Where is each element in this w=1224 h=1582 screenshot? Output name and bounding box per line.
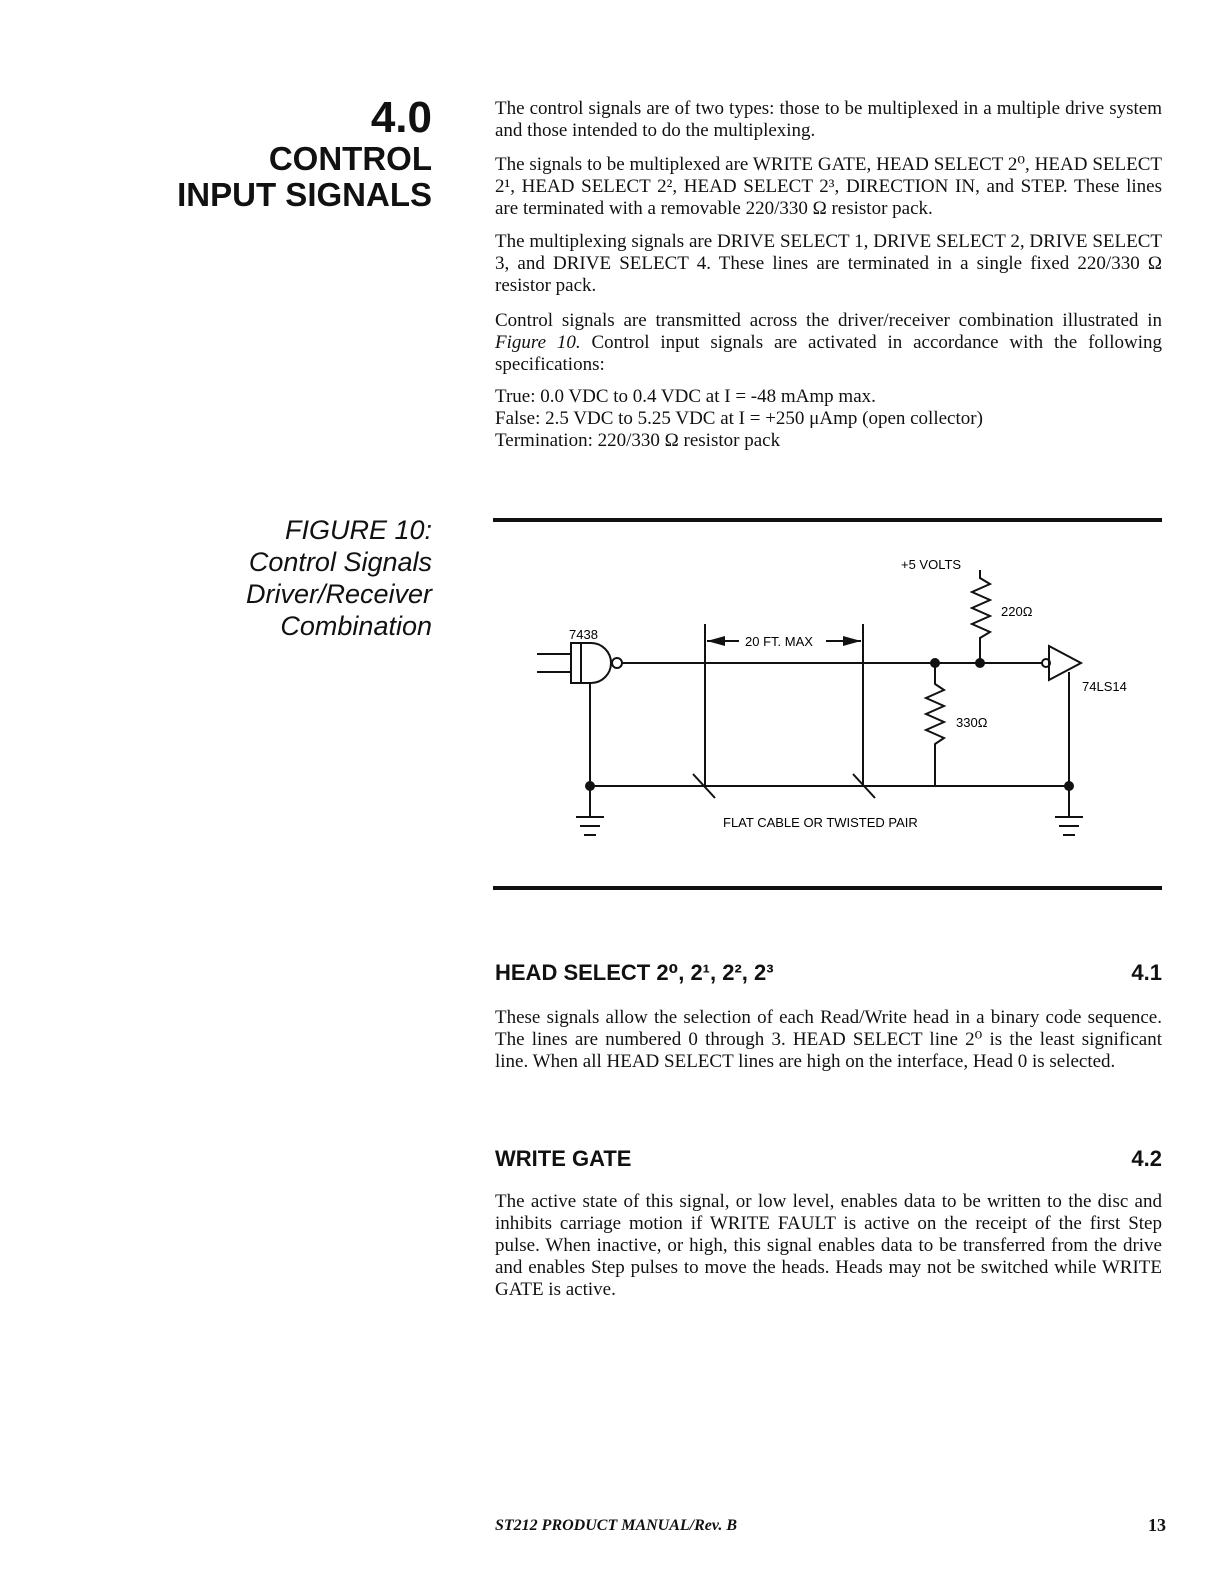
circuit-diagram	[493, 524, 1162, 880]
r330-label: 330Ω	[956, 715, 988, 730]
figure-caption-line3: Driver/Receiver	[245, 579, 432, 609]
intro-paragraph-4-b: Control input signals are activated in accordance with the following specifications:	[495, 332, 1162, 375]
cable-label: FLAT CABLE OR TWISTED PAIR	[723, 815, 918, 830]
junction-dot-3	[585, 781, 595, 791]
nand-gate	[571, 643, 611, 683]
nand-output-bubble	[612, 658, 622, 668]
resistor-330	[926, 663, 944, 786]
spec-false: False: 2.5 VDC to 5.25 VDC at I = +250 μAmp (open collector)	[495, 408, 983, 429]
intro-paragraph-3: The multiplexing signals are DRIVE SELECT 1, DRIVE SELECT 2, DRIVE SELECT 3, and DRIVE SELECT 4. These lines are terminated in a single fixed 220/330 Ω resistor pack.	[495, 231, 1162, 296]
page-number: 13	[1148, 1515, 1166, 1535]
figure-top-rule	[493, 518, 1162, 522]
spec-true: True: 0.0 VDC to 0.4 VDC at I = -48 mAmp max.	[495, 386, 876, 407]
dimension-arrow-left	[707, 636, 725, 646]
subsection-4-2-body: The active state of this signal, or low level, enables data to be written to the disc and inhibits carriage motion if WRITE FAULT is active on the receipt of the first Step pulse. When inactive, or high, this signal enables data to be transferred from the drive and enables Step pulses to move the heads. Heads may not be switched while WRITE GATE is active.	[495, 1191, 1162, 1300]
r220-label: 220Ω	[1001, 604, 1033, 619]
subsection-4-2-title: WRITE GATE	[495, 1146, 632, 1171]
section-title-line2: INPUT SIGNALS	[177, 176, 432, 213]
driver-label: 7438	[569, 627, 598, 642]
subsection-4-2-number: 4.2	[1131, 1146, 1162, 1171]
figure-caption	[246, 514, 432, 642]
receiver-label: 74LS14	[1082, 679, 1127, 694]
footer-title: ST212 PRODUCT MANUAL/Rev. B	[495, 1517, 738, 1534]
intro-paragraph-4	[495, 310, 1162, 376]
junction-dot-4	[1064, 781, 1074, 791]
figure-caption-line2: Control Signals	[248, 547, 432, 577]
subsection-4-1-title: HEAD SELECT 2⁰, 2¹, 2², 2³	[495, 960, 774, 985]
section-number: 4.0	[370, 93, 432, 142]
intro-paragraph-1: The control signals are of two types: those to be multiplexed in a multiple drive system and those intended to do the multiplexing.	[495, 98, 1162, 141]
resistor-220	[972, 570, 990, 663]
junction-dot-1	[930, 658, 940, 668]
subsection-4-1-body: These signals allow the selection of each Read/Write head in a binary code sequence. The lines are numbered 0 through 3. HEAD SELECT line 2⁰ is the least significant line. When all HEAD SELECT lines are high on the interface, Head 0 is selected.	[495, 1007, 1162, 1072]
intro-paragraph-4-a: Control signals are transmitted across the driver/receiver combination illustrated in	[495, 310, 1162, 331]
figure-reference: Figure 10.	[495, 332, 581, 353]
intro-paragraph-2: The signals to be multiplexed are WRITE GATE, HEAD SELECT 2⁰, HEAD SELECT 2¹, HEAD SELECT 2², HEAD SELECT 2³, DIRECTION IN, and STEP. These lines are terminated with a removable 220/330 Ω resistor pack.	[495, 154, 1162, 219]
volts-label: +5 VOLTS	[901, 557, 962, 572]
length-label: 20 FT. MAX	[745, 634, 813, 649]
dimension-arrow-right	[843, 636, 861, 646]
subsection-4-1-number: 4.1	[1131, 960, 1162, 985]
figure-caption-line4: Combination	[280, 611, 432, 641]
receiver-buffer	[1049, 646, 1081, 680]
junction-dot-2	[975, 658, 985, 668]
figure-caption-line1: FIGURE 10:	[284, 515, 432, 545]
figure-bottom-rule	[493, 886, 1162, 890]
spec-termination: Termination: 220/330 Ω resistor pack	[495, 430, 781, 451]
section-title	[177, 141, 432, 213]
section-title-line1: CONTROL	[268, 140, 432, 177]
